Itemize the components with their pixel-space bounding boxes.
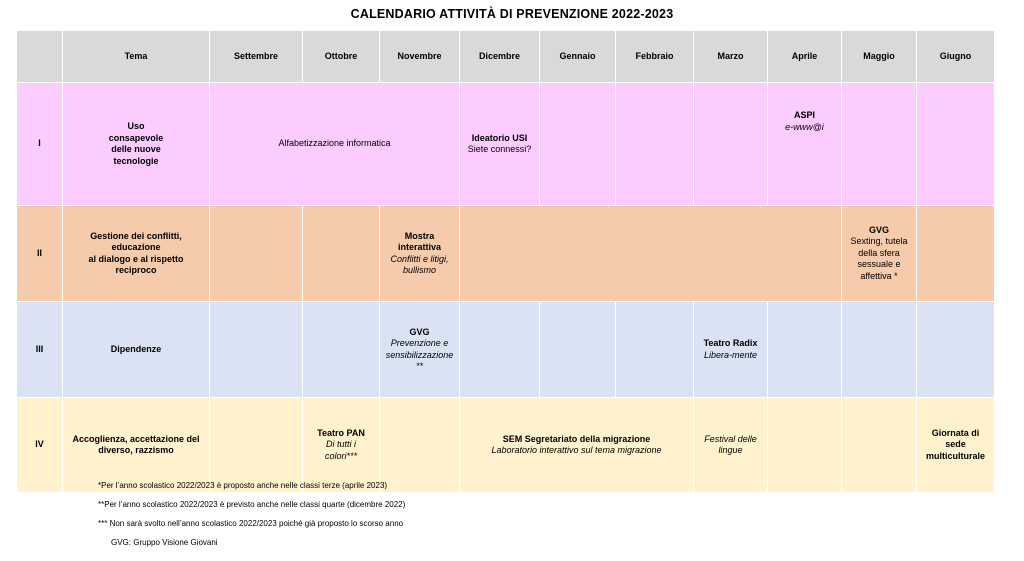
empty-cell — [380, 398, 460, 493]
tema-line: diverso, razzismo — [98, 445, 174, 455]
empty-cell — [540, 302, 616, 398]
activity-subtitle: bullismo — [402, 265, 436, 275]
activity-title: Ideatorio USI — [471, 132, 528, 143]
empty-cell — [616, 83, 694, 206]
footnotes — [98, 480, 405, 556]
activity-title: Giornata di — [931, 427, 980, 438]
activity-festival — [694, 398, 768, 493]
header-month-novembre: Novembre — [380, 31, 460, 83]
activity-title: Teatro Radix — [703, 338, 758, 348]
empty-cell — [460, 206, 842, 302]
empty-cell — [540, 83, 616, 206]
header-row — [17, 31, 995, 83]
activity-title: GVG — [868, 224, 889, 235]
empty-cell — [210, 398, 303, 493]
activity-subtitle: Di tutti i — [325, 439, 356, 450]
table-row — [17, 302, 995, 398]
tema-line: consapevole — [108, 132, 164, 143]
empty-cell — [917, 83, 995, 206]
empty-cell — [303, 302, 380, 398]
row-tema — [63, 83, 210, 206]
empty-cell — [842, 302, 917, 398]
activity-title: Mostra — [404, 230, 435, 241]
activity-subtitle: Laboratorio interattivo sul tema migrazione — [491, 445, 662, 455]
tema-line: delle nuove — [111, 144, 161, 154]
header-month-gennaio: Gennaio — [540, 31, 616, 83]
activity-subtitle: lingue — [718, 445, 743, 455]
activity-subtitle: Sexting, tutela — [850, 236, 908, 247]
empty-cell — [842, 398, 917, 493]
activity-mostra — [380, 206, 460, 302]
activity-subtitle: sessuale e — [857, 259, 901, 270]
table-row — [17, 398, 995, 493]
empty-cell — [303, 206, 380, 302]
calendar-table — [16, 30, 995, 493]
footnote-gvg: GVG: Gruppo Visione Giovani — [111, 538, 218, 547]
header-month-marzo: Marzo — [694, 31, 768, 83]
row-number: IV — [17, 398, 63, 493]
empty-cell — [210, 302, 303, 398]
header-month-ottobre: Ottobre — [303, 31, 380, 83]
activity-subtitle: ** — [415, 361, 423, 371]
footnote: *** Non sarà svolto nell’anno scolastico 2022/2023 poiché già proposto lo scorso anno — [98, 519, 404, 528]
empty-cell — [917, 302, 995, 398]
header-month-settembre: Settembre — [210, 31, 303, 83]
header-month-maggio: Maggio — [842, 31, 917, 83]
row-tema — [63, 206, 210, 302]
activity-title: multiculturale — [925, 450, 985, 461]
activity-gvg — [842, 206, 917, 302]
activity-sem — [460, 398, 694, 493]
activity-title: SEM Segretariato della migrazione — [502, 433, 651, 444]
activity-subtitle: Conflitti e litigi, — [390, 253, 449, 264]
activity-subtitle: Prevenzione e — [390, 338, 449, 348]
row-tema: Dipendenze — [63, 302, 210, 398]
tema-line: Accoglienza, accettazione del — [72, 433, 200, 444]
activity-teatro-radix — [694, 302, 768, 398]
activity-subtitle: e-www@i — [785, 121, 824, 132]
empty-cell — [768, 302, 842, 398]
activity-teatro-pan — [303, 398, 380, 493]
empty-cell — [694, 83, 768, 206]
activity-gvg — [380, 302, 460, 398]
tema-line: al dialogo e al rispetto reciproco — [88, 253, 184, 275]
activity-giornata — [917, 398, 995, 493]
table-row — [17, 83, 995, 206]
tema-line: Gestione dei conflitti, educazione — [90, 230, 182, 252]
row-number: I — [17, 83, 63, 206]
tema-line: tecnologie — [113, 155, 159, 166]
activity-subtitle: affettiva * — [860, 270, 898, 281]
activity-subtitle: Siete connessi? — [467, 144, 532, 154]
activity-subtitle: Festival delle — [704, 433, 757, 444]
activity-ideatorio — [460, 83, 540, 206]
header-month-giugno: Giugno — [917, 31, 995, 83]
row-tema — [63, 398, 210, 493]
activity-subtitle: sensibilizzazione — [385, 349, 454, 360]
header-month-febbraio: Febbraio — [616, 31, 694, 83]
empty-cell — [616, 302, 694, 398]
header-tema: Tema — [63, 31, 210, 83]
row-number: II — [17, 206, 63, 302]
empty-cell — [768, 398, 842, 493]
activity-aspi — [768, 83, 842, 206]
empty-cell — [842, 83, 917, 206]
footnote: **Per l’anno scolastico 2022/2023 è previsto anche nelle classi quarte (dicembre 2022) — [98, 500, 406, 509]
row-number: III — [17, 302, 63, 398]
header-month-aprile: Aprile — [768, 31, 842, 83]
empty-cell — [460, 302, 540, 398]
page-title: CALENDARIO ATTIVITÀ DI PREVENZIONE 2022-2023 — [350, 7, 674, 21]
tema-line: Uso — [127, 121, 145, 131]
activity-alfabetizzazione: Alfabetizzazione informatica — [210, 83, 460, 206]
table-row — [17, 206, 995, 302]
activity-title: sede — [945, 439, 966, 450]
header-number-cell — [17, 31, 63, 83]
activity-title: ASPI — [793, 110, 815, 120]
activity-title: Teatro PAN — [317, 427, 365, 438]
activity-subtitle: Libera-mente — [703, 349, 758, 360]
footnote: *Per l’anno scolastico 2022/2023 è proposto anche nelle classi terze (aprile 2023) — [98, 481, 388, 490]
header-month-dicembre: Dicembre — [460, 31, 540, 83]
empty-cell — [917, 206, 995, 302]
activity-subtitle: della sfera — [858, 247, 900, 258]
activity-subtitle: colori*** — [324, 450, 357, 461]
empty-cell — [210, 206, 303, 302]
activity-title: interattiva — [397, 242, 441, 252]
activity-title: GVG — [409, 326, 430, 337]
